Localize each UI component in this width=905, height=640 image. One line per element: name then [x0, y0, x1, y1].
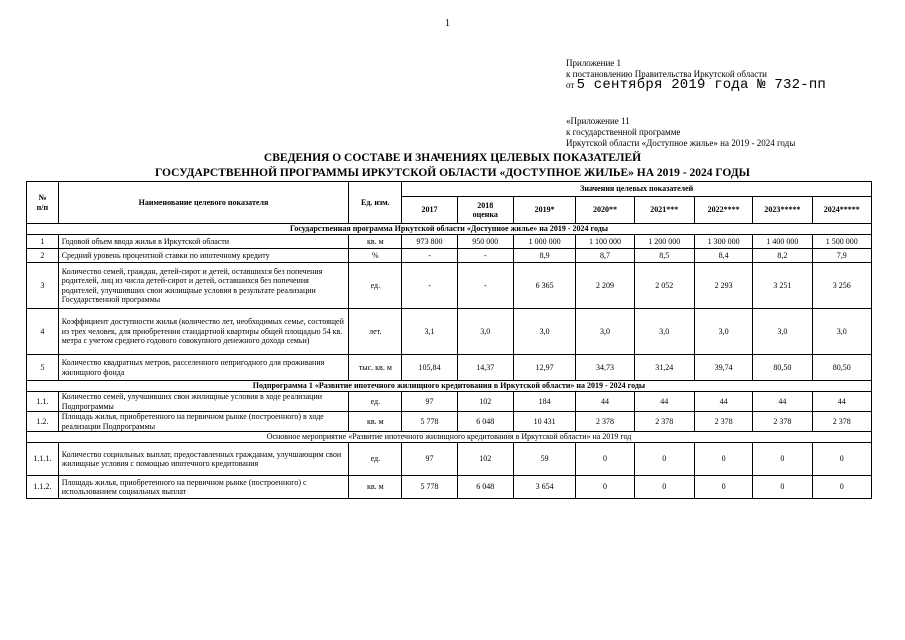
appendix2-line3: Иркутской области «Доступное жилье» на 2019 - 2024 годы [566, 138, 796, 148]
row-value: 59 [513, 443, 575, 476]
row-value: 3 251 [753, 263, 812, 309]
row-unit: % [349, 249, 402, 263]
table-row [27, 235, 872, 249]
row-value: 44 [753, 392, 812, 412]
row-value: 8,7 [576, 249, 634, 263]
row-value: 1 000 000 [513, 235, 575, 249]
row-indicator-name: Средний уровень процентной ставки по ипотечному кредиту [58, 249, 349, 263]
header-year: 2020** [576, 197, 634, 224]
row-value: 2 378 [812, 412, 871, 432]
row-indicator-name: Количество социальных выплат, предоставленных гражданам, улучшающим свои жилищные условия с помощью ипотечного кредитования [58, 443, 349, 476]
appendix-date-line [566, 77, 827, 93]
row-value: - [402, 249, 457, 263]
row-value: 5 778 [402, 476, 457, 499]
row-value: 2 378 [576, 412, 634, 432]
header-year: 2023***** [753, 197, 812, 224]
row-value: 5 778 [402, 412, 457, 432]
row-value: 0 [753, 443, 812, 476]
row-value: 0 [634, 443, 694, 476]
row-number: 2 [27, 249, 59, 263]
row-value: - [457, 263, 513, 309]
row-indicator-name: Количество квадратных метров, расселенного непригодного для проживания жилищного фонда [58, 355, 349, 381]
row-value: 3,0 [634, 309, 694, 355]
row-value: 44 [694, 392, 752, 412]
row-number: 3 [27, 263, 59, 309]
row-unit: лет. [349, 309, 402, 355]
row-indicator-name: Годовой объем ввода жилья в Иркутской области [58, 235, 349, 249]
row-value: 10 431 [513, 412, 575, 432]
row-value: - [402, 263, 457, 309]
header-unit: Ед. изм. [349, 182, 402, 224]
row-value: 8,2 [753, 249, 812, 263]
row-value: 105,84 [402, 355, 457, 381]
table-row [27, 412, 872, 432]
row-unit: ед. [349, 263, 402, 309]
row-value: 97 [402, 392, 457, 412]
row-unit: кв. м [349, 235, 402, 249]
table-row [27, 476, 872, 499]
row-value: 2 378 [634, 412, 694, 432]
row-value: 31,24 [634, 355, 694, 381]
row-value: 0 [634, 476, 694, 499]
header-year: 2024***** [812, 197, 871, 224]
row-value: 973 800 [402, 235, 457, 249]
row-number: 1.1. [27, 392, 59, 412]
section-title: Подпрограмма 1 «Развитие ипотечного жилищного кредитования в Иркутской области» на 2019 - 2024 годы [27, 381, 872, 392]
header-values: Значения целевых показателей [402, 182, 872, 197]
row-value: 2 378 [753, 412, 812, 432]
row-value: 80,50 [812, 355, 871, 381]
table-row [27, 263, 872, 309]
appendix-date-prefix: от [566, 80, 575, 90]
row-value: 6 048 [457, 476, 513, 499]
row-value: 8,4 [694, 249, 752, 263]
row-value: 0 [694, 443, 752, 476]
appendix-line1: Приложение 1 [566, 58, 622, 68]
row-value: 2 209 [576, 263, 634, 309]
appendix2-block [566, 116, 795, 149]
table-row [27, 355, 872, 381]
row-value: 3,0 [694, 309, 752, 355]
row-value: 6 048 [457, 412, 513, 432]
row-value: 8,9 [513, 249, 575, 263]
table-row [27, 443, 872, 476]
row-value: 34,73 [576, 355, 634, 381]
row-value: 44 [576, 392, 634, 412]
page-number: 1 [445, 18, 450, 29]
row-number: 1.1.1. [27, 443, 59, 476]
table-row [27, 392, 872, 412]
appendix-line2: к постановлению Правительства Иркутской области [566, 69, 767, 79]
row-indicator-name: Коэффициент доступности жилья (количество лет, необходимых семье, состоящей из трех человек, для приобретения стандартной квартиры общей площадью 54 кв. метра с учетом среднего годового совокупного денежного дохода семьи) [58, 309, 349, 355]
row-value: 1 200 000 [634, 235, 694, 249]
table-row [27, 309, 872, 355]
row-unit: тыс. кв. м [349, 355, 402, 381]
row-value: 12,97 [513, 355, 575, 381]
row-value: 102 [457, 443, 513, 476]
document-title-line2: ГОСУДАРСТВЕННОЙ ПРОГРАММЫ ИРКУТСКОЙ ОБЛАСТИ «ДОСТУПНОЕ ЖИЛЬЕ» НА 2019 - 2024 ГОДЫ [155, 167, 750, 179]
row-value: 3,0 [812, 309, 871, 355]
row-value: 1 500 000 [812, 235, 871, 249]
row-value: 950 000 [457, 235, 513, 249]
section-title: Государственная программа Иркутской области «Доступное жилье» на 2019 - 2024 годы [27, 224, 872, 235]
header-year: 2022**** [694, 197, 752, 224]
row-indicator-name: Количество семей, граждан, детей-сирот и детей, оставшихся без попечения родителей, лиц из числа детей-сирот и детей, оставшихся без попечения родителей, улучшивших свои жилищные условия в результате реализации Государственной программы [58, 263, 349, 309]
row-unit: ед. [349, 392, 402, 412]
row-indicator-name: Количество семей, улучшивших свои жилищные условия в ходе реализации Подпрограммы [58, 392, 349, 412]
row-value: 2 378 [694, 412, 752, 432]
row-value: 0 [753, 476, 812, 499]
row-value: 44 [634, 392, 694, 412]
row-unit: кв. м [349, 476, 402, 499]
row-number: 5 [27, 355, 59, 381]
row-value: 39,74 [694, 355, 752, 381]
row-unit: ед. [349, 443, 402, 476]
section-title: Основное мероприятие «Развитие ипотечного жилищного кредитования в Иркутской области» на 2019 год [27, 432, 872, 443]
row-unit: кв. м [349, 412, 402, 432]
row-value: 0 [576, 476, 634, 499]
row-value: 3,0 [753, 309, 812, 355]
row-value: 3 256 [812, 263, 871, 309]
header-year: 2018 оценка [457, 197, 513, 224]
row-value: - [457, 249, 513, 263]
row-value: 6 365 [513, 263, 575, 309]
header-num: № п/п [27, 182, 59, 224]
header-year: 2019* [513, 197, 575, 224]
row-value: 14,37 [457, 355, 513, 381]
row-value: 8,5 [634, 249, 694, 263]
row-number: 4 [27, 309, 59, 355]
header-name: Наименование целевого показателя [58, 182, 349, 224]
row-value: 0 [812, 443, 871, 476]
row-value: 1 400 000 [753, 235, 812, 249]
row-value: 3,0 [457, 309, 513, 355]
row-value: 184 [513, 392, 575, 412]
row-value: 102 [457, 392, 513, 412]
header-year: 2021*** [634, 197, 694, 224]
row-value: 97 [402, 443, 457, 476]
appendix-date-typed: 5 сентября 2019 года № 732-пп [576, 77, 827, 93]
row-value: 0 [694, 476, 752, 499]
appendix-block [566, 58, 826, 91]
row-value: 2 052 [634, 263, 694, 309]
header-year: 2017 [402, 197, 457, 224]
appendix2-line1: «Приложение 11 [566, 116, 630, 126]
row-indicator-name: Площадь жилья, приобретенного на первичном рынке (построенного) с использованием социальных выплат [58, 476, 349, 499]
row-value: 7,9 [812, 249, 871, 263]
appendix2-line2: к государственной программе [566, 127, 681, 137]
row-value: 3 654 [513, 476, 575, 499]
row-value: 3,0 [576, 309, 634, 355]
row-value: 80,50 [753, 355, 812, 381]
row-number: 1.2. [27, 412, 59, 432]
row-value: 1 300 000 [694, 235, 752, 249]
row-indicator-name: Площадь жилья, приобретенного на первичном рынке (построенного) в ходе реализации Подпрограммы [58, 412, 349, 432]
document-title-line1: СВЕДЕНИЯ О СОСТАВЕ И ЗНАЧЕНИЯХ ЦЕЛЕВЫХ ПОКАЗАТЕЛЕЙ [263, 152, 642, 164]
row-number: 1 [27, 235, 59, 249]
row-value: 1 100 000 [576, 235, 634, 249]
row-value: 0 [576, 443, 634, 476]
indicators-table [26, 181, 872, 499]
row-number: 1.1.2. [27, 476, 59, 499]
table-row [27, 249, 872, 263]
row-value: 3,1 [402, 309, 457, 355]
row-value: 2 293 [694, 263, 752, 309]
row-value: 0 [812, 476, 871, 499]
row-value: 44 [812, 392, 871, 412]
row-value: 3,0 [513, 309, 575, 355]
